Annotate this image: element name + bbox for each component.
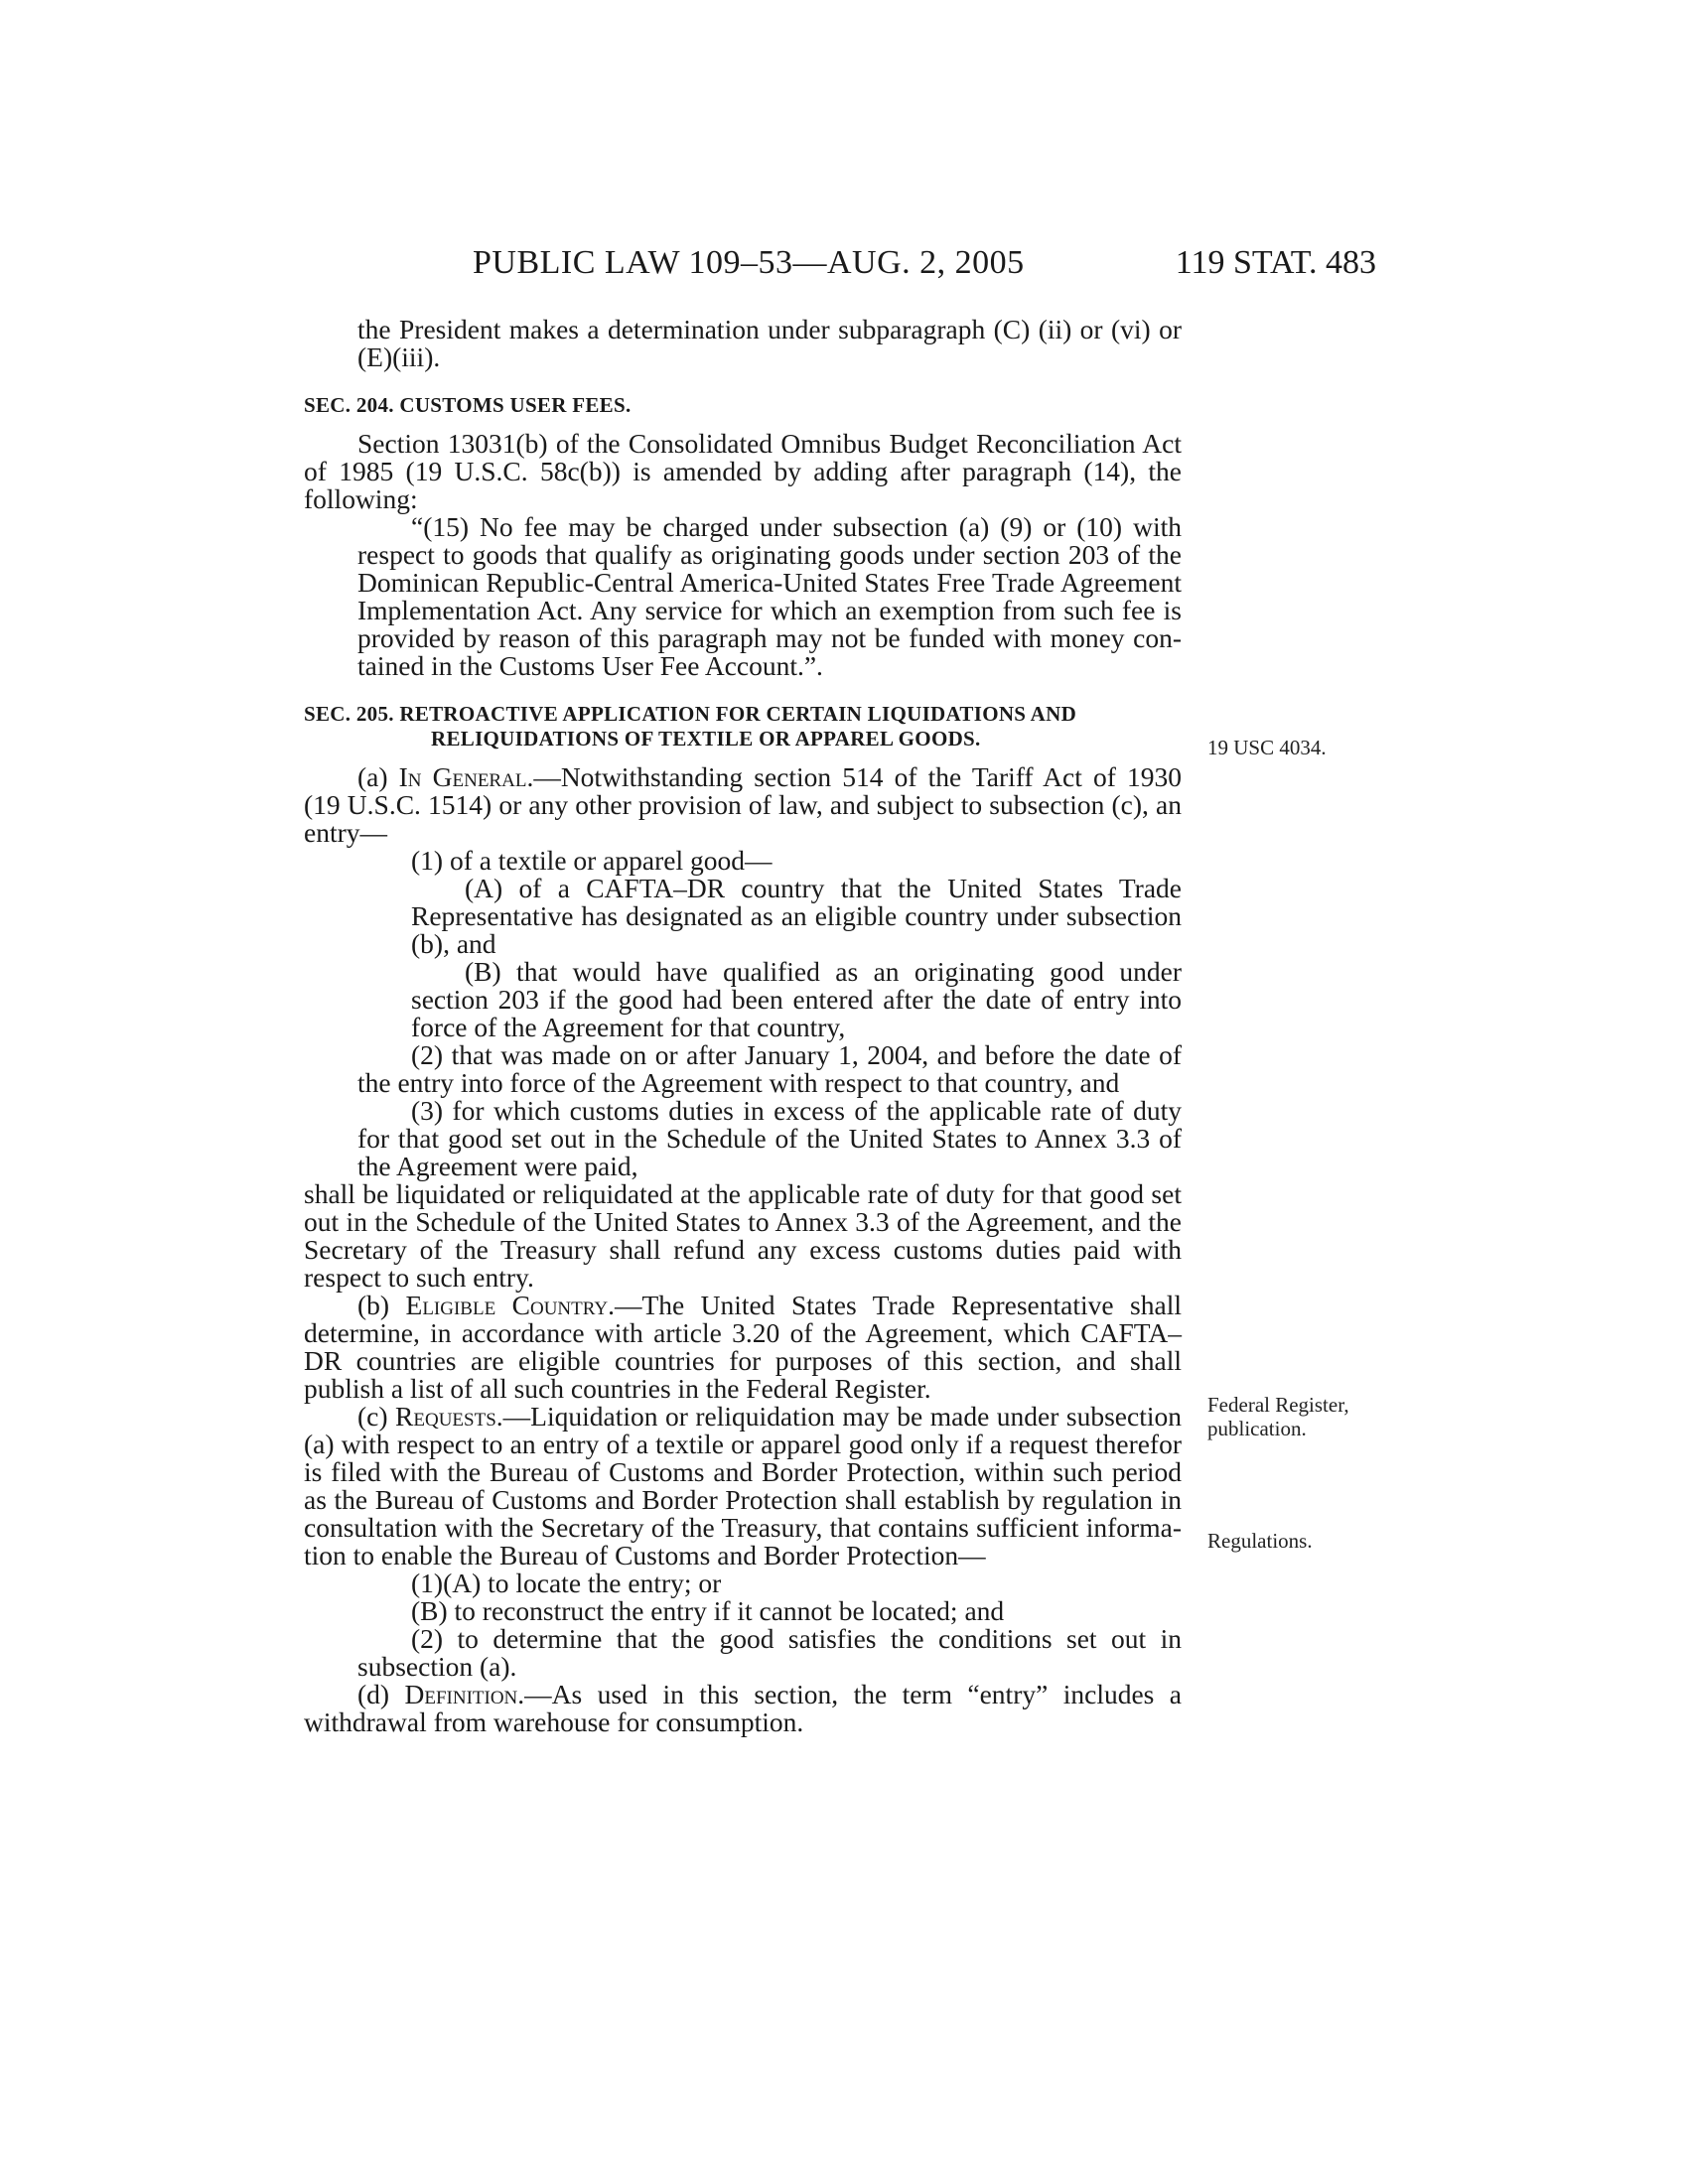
sec-205-a-label: (a) xyxy=(357,761,399,792)
sec-205-c-text: .—Liquidation or reliquidation may be made under subsection (a) with respect to an entry of a textile or apparel good only if a request therefor is filed with the Bureau of Customs and Border Protection, within such period as the Bureau of Customs and Border Protection shall establish by regulation in consultation with the Secretary of the Treasury, that contains sufficient information to enable the Bureau of Customs and Border Protection— xyxy=(304,1401,1182,1570)
main-text xyxy=(304,316,1182,1736)
sec-205-a-1-B: (B) that would have qualified as an originating good under section 203 if the good had been entered after the date of entry into force of the Agreement for that country, xyxy=(411,956,1182,1042)
sec-205-a-1-A: (A) of a CAFTA–DR country that the United States Trade Representative has designated as an eligible country under subsection (b), and xyxy=(411,873,1182,959)
sec-205-c-label: (c) xyxy=(357,1401,396,1432)
continuation-paragraph: the President makes a determination under subparagraph (C) (ii) or (vi) or (E)(iii). xyxy=(357,314,1182,372)
sec-205-d-text: .—As used in this section, the term “entry” includes a withdrawal from warehouse for consumption. xyxy=(304,1679,1182,1737)
sec-205-b-caption: Eligible Country xyxy=(405,1290,609,1320)
sec-205-a xyxy=(304,763,1182,847)
margin-note-usc: 19 USC 4034. xyxy=(1207,736,1327,759)
sec-205-c-1-B: (B) to reconstruct the entry if it cannot be located; and xyxy=(411,1595,1005,1626)
margin-note-federal-register: Federal Register, publication. xyxy=(1207,1393,1349,1440)
sec-205-c-caption: Requests xyxy=(395,1401,496,1432)
sec-205-a-text: .—Notwithstanding section 514 of the Tariff Act of 1930 (19 U.S.C. 1514) or any other provision of law, and subject to subsection (c), an entry— xyxy=(304,761,1183,848)
sec-205-b xyxy=(304,1292,1182,1403)
sec-205-a-caption: In General xyxy=(398,761,527,792)
sec-205-b-label: (b) xyxy=(357,1290,406,1320)
sec-205-d-label: (d) xyxy=(357,1679,405,1709)
sec-204-intro: Section 13031(b) of the Consolidated Omnibus Budget Reconciliation Act of 1985 (19 U.S.C. 58c(b)) is amended by adding after paragraph (14), the following: xyxy=(304,428,1182,514)
sec-205-b-text: .—The United States Trade Representative shall determine, in accordance with article 3.20 of the Agreement, which CAFTA–DR countries are eligible countries for purposes of this section, and shall publish a list of all such countries in the Federal Register. xyxy=(304,1290,1182,1404)
sec-205-d xyxy=(304,1681,1182,1736)
sec-205-c-1-A: (1)(A) to locate the entry; or xyxy=(411,1568,722,1598)
sec-204-heading: SEC. 204. CUSTOMS USER FEES. xyxy=(304,393,632,417)
sec-205-heading: SEC. 205. RETROACTIVE APPLICATION FOR CERTAIN LIQUIDATIONS AND RELIQUIDATIONS OF TEXTILE OR APPAREL GOODS. xyxy=(304,702,1077,751)
margin-note-regulations: Regulations. xyxy=(1207,1529,1313,1553)
sec-205-a-1: (1) of a textile or apparel good— xyxy=(411,845,773,876)
sec-205-a-2: (2) that was made on or after January 1, 2004, and before the date of the entry into force of the Agreement with respect to that country, and xyxy=(357,1039,1182,1098)
sec-205-a-close: shall be liquidated or reliquidated at the applicable rate of duty for that good set out in the Schedule of the United States to Annex 3.3 of the Agreement, and the Secretary of the Treasury shall refund any excess customs duties paid with respect to such entry. xyxy=(304,1178,1182,1293)
sec-205-c-2: (2) to determine that the good satisfies the conditions set out in subsection (a). xyxy=(357,1623,1182,1682)
sec-205-a-3: (3) for which customs duties in excess of the applicable rate of duty for that good set out in the Schedule of the United States to Annex 3.3 of the Agreement were paid, xyxy=(357,1095,1182,1181)
sec-204-quote: “(15) No fee may be charged under subsection (a) (9) or (10) with respect to goods that qualify as originating goods under section 203 of the Dominican Republic-Central America-United States Free Trade Agreement Implementation Act. Any service for which an exemption from such fee is provided by reason of this paragraph may not be funded with money contained in the Customs User Fee Account.”. xyxy=(357,511,1182,681)
page-stat-number: 119 STAT. 483 xyxy=(1175,244,1376,281)
page-header-title: PUBLIC LAW 109–53—AUG. 2, 2005 xyxy=(473,244,1025,281)
sec-205-d-caption: Definition xyxy=(404,1679,518,1709)
sec-205-c xyxy=(304,1403,1182,1570)
